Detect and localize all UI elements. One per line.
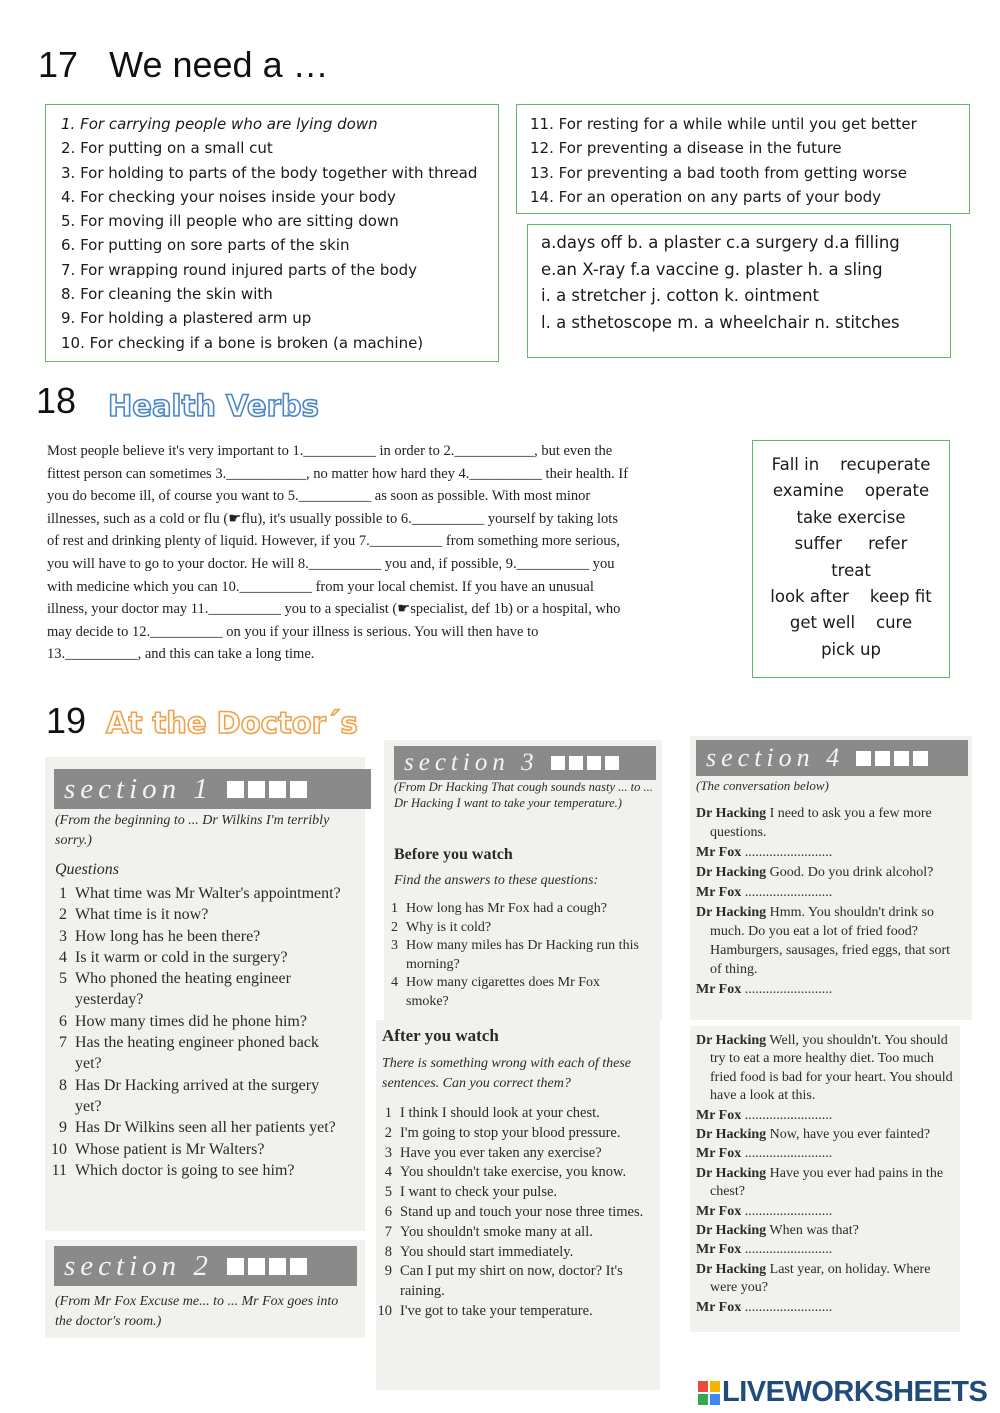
item-number: 8 bbox=[384, 1243, 392, 1260]
dialogue-line bbox=[696, 883, 960, 902]
item-number: 4 bbox=[391, 975, 398, 991]
correction-item bbox=[370, 1144, 654, 1164]
question-item bbox=[45, 1075, 345, 1118]
item-text: Stand up and touch your nose three times. bbox=[400, 1203, 644, 1220]
speaker: Mr Fox bbox=[696, 1242, 742, 1258]
verb-option: look after keep fit bbox=[770, 587, 932, 607]
speaker: Dr Hacking bbox=[696, 806, 767, 821]
section2-label bbox=[54, 1246, 357, 1286]
ex17-item: 3. For holding to parts of the body together with thread bbox=[61, 163, 478, 182]
item-number: 1 bbox=[384, 1105, 392, 1121]
section4-label-text: section 4 bbox=[706, 743, 845, 772]
dialogue-line bbox=[696, 1165, 954, 1202]
section1-note: (From the beginning to ... Dr Wilkins I'm terribly sorry.) bbox=[55, 813, 330, 848]
ex17-right-list bbox=[517, 105, 969, 209]
section4-panel-bottom bbox=[690, 1026, 960, 1332]
paragraph-line: may decide to 12.__________ on you if your illness is serious. You will then have to bbox=[47, 623, 539, 640]
item-text: Can I put my shirt on now, doctor? It's raining. bbox=[400, 1263, 623, 1300]
liveworksheets-logo-icon bbox=[698, 1381, 720, 1405]
dialogue-line bbox=[696, 1222, 954, 1240]
dialogue-text: ......................... bbox=[744, 982, 833, 997]
verb-option: Fall in recuperate bbox=[771, 455, 931, 474]
item-text: Why is it cold? bbox=[406, 919, 492, 935]
item-text: Which doctor is going to see him? bbox=[75, 1161, 295, 1179]
ex17-left-box bbox=[45, 104, 499, 362]
item-text: I want to check your pulse. bbox=[400, 1184, 558, 1201]
item-number: 4 bbox=[59, 948, 67, 966]
ex17-item: 4. For checking your noises inside your body bbox=[61, 187, 396, 206]
dialogue-text: Have you ever had pains in the chest? bbox=[710, 1165, 944, 1200]
dialogue-text: ......................... bbox=[744, 1299, 833, 1315]
dialogue-text: ......................... bbox=[744, 1146, 833, 1162]
ex17-item: 7. For wrapping round injured parts of the body bbox=[61, 260, 417, 279]
item-number: 1 bbox=[59, 885, 67, 902]
correction-item bbox=[370, 1223, 654, 1243]
correction-item bbox=[370, 1243, 654, 1263]
dialogue-text: Now, have you ever fainted? bbox=[769, 1127, 931, 1143]
section4-panel-top bbox=[690, 736, 972, 1020]
liveworksheets-logo-text: LIVEWORKSHEETS bbox=[722, 1376, 988, 1408]
ex17-item: 6. For putting on sore parts of the skin bbox=[61, 236, 350, 255]
speaker: Mr Fox bbox=[696, 845, 742, 860]
section1-panel bbox=[45, 757, 365, 1231]
verb-option: treat bbox=[831, 560, 871, 580]
correction-item bbox=[370, 1104, 654, 1124]
item-number: 4 bbox=[384, 1164, 392, 1181]
correction-item bbox=[370, 1124, 654, 1144]
ex17-title: We need a … bbox=[109, 44, 329, 85]
paragraph-line: fittest person can sometimes 3.___________, no matter how hard they 4.__________ their health. If bbox=[47, 465, 629, 482]
item-number: 1 bbox=[391, 901, 398, 916]
ex17-number: 17 bbox=[38, 44, 79, 85]
dialogue-line bbox=[696, 1107, 954, 1125]
ex19-heading bbox=[46, 700, 86, 742]
section2-note: (From Mr Fox Excuse me... to ... Mr Fox goes into the doctor's room.) bbox=[55, 1294, 339, 1329]
item-text: I'm going to stop your blood pressure. bbox=[400, 1124, 621, 1141]
item-text: How many cigarettes does Mr Fox smoke? bbox=[406, 975, 601, 1009]
item-number: 5 bbox=[59, 970, 67, 988]
question-item bbox=[45, 1117, 345, 1138]
paragraph-line: illness, your doctor may 11.__________ you to a specialist (☛specialist, def 1b) or a hospital, who bbox=[47, 601, 621, 618]
speaker: Dr Hacking bbox=[696, 865, 767, 880]
item-number: 10 bbox=[51, 1140, 67, 1158]
after-watch-instructions: There is something wrong with each of these sentences. Can you correct them? bbox=[382, 1056, 631, 1091]
item-text: You should start immediately. bbox=[400, 1243, 574, 1260]
paragraph-line: you do become ill, of course you want to 5.__________ as soon as possible. With most minor bbox=[47, 488, 591, 505]
word-bank-row: i. a stretcher j. cotton k. ointment bbox=[541, 286, 820, 305]
after-watch-heading: After you watch bbox=[382, 1026, 499, 1045]
ex17-item: 1. For carrying people who are lying down bbox=[61, 115, 378, 133]
question-item bbox=[376, 900, 646, 919]
section1-label-text: section 1 bbox=[64, 772, 213, 805]
item-text: Whose patient is Mr Walters? bbox=[75, 1140, 265, 1158]
dialogue-line bbox=[696, 804, 960, 842]
correction-item bbox=[370, 1183, 654, 1203]
dialogue-text: ......................... bbox=[744, 1242, 833, 1258]
ex17-item: 14. For an operation on any parts of your body bbox=[530, 187, 882, 206]
question-item bbox=[376, 937, 646, 974]
section2-panel bbox=[45, 1240, 365, 1338]
ex17-item: 8. For cleaning the skin with bbox=[61, 285, 273, 304]
item-text: How long has he been there? bbox=[75, 927, 261, 945]
ex17-item: 2. For putting on a small cut bbox=[61, 139, 273, 158]
section4-dialogue-b bbox=[696, 1032, 954, 1318]
item-number: 9 bbox=[59, 1119, 67, 1137]
ex17-item: 13. For preventing a bad tooth from getting worse bbox=[530, 163, 908, 182]
section3-label bbox=[394, 746, 656, 780]
item-number: 10 bbox=[377, 1302, 392, 1319]
item-number: 7 bbox=[59, 1034, 67, 1052]
dialogue-line bbox=[696, 1203, 954, 1221]
paragraph-line: Most people believe it's very important to 1.__________ in order to 2.___________, but even the bbox=[47, 443, 613, 459]
section1-questions-heading: Questions bbox=[55, 861, 119, 878]
item-text: You shouldn't smoke many at all. bbox=[400, 1223, 593, 1240]
speaker: Mr Fox bbox=[696, 1107, 742, 1123]
question-item bbox=[45, 1032, 345, 1075]
dialogue-text: ......................... bbox=[744, 1107, 833, 1123]
ex17-item: 12. For preventing a disease in the future bbox=[530, 139, 842, 158]
paragraph-line: illnesses, such as a cold or flu (☛flu), it's usually possible to 6.__________ yourself by taking lots bbox=[47, 510, 618, 527]
liveworksheets-logo bbox=[698, 1376, 987, 1409]
ex18-number: 18 bbox=[36, 380, 77, 421]
question-item bbox=[45, 926, 345, 947]
question-item bbox=[45, 968, 345, 1011]
paragraph-line: with medicine which you can 10.__________ from your local chemist. If you have an unusual bbox=[47, 578, 594, 595]
verb-option: examine operate bbox=[772, 481, 930, 501]
speaker: Dr Hacking bbox=[696, 905, 767, 920]
item-number: 2 bbox=[59, 906, 67, 924]
section3-panel-bottom bbox=[376, 1020, 660, 1390]
dialogue-line bbox=[696, 903, 960, 979]
section3-note: (From Dr Hacking That cough sounds nasty ... to ... Dr Hacking I want to take your temperature.) bbox=[394, 780, 653, 810]
ex19-title bbox=[102, 700, 372, 744]
ex18-heading bbox=[36, 380, 76, 422]
ex17-item: 9. For holding a plastered arm up bbox=[61, 309, 312, 328]
dialogue-line bbox=[696, 1126, 954, 1144]
dialogue-line bbox=[696, 1299, 954, 1317]
dialogue-text: Hmm. You shouldn't drink so much. Do you eat a lot of fried food? Hamburgers, sausages, fried eggs, that sort of thing. bbox=[710, 905, 951, 977]
dialogue-text: When was that? bbox=[769, 1223, 859, 1239]
speaker: Dr Hacking bbox=[696, 1223, 767, 1239]
correction-item bbox=[370, 1203, 654, 1223]
verb-option: get well cure bbox=[789, 613, 913, 633]
item-text: Has Dr Hacking arrived at the surgery yet? bbox=[75, 1076, 320, 1115]
before-watch-heading: Before you watch bbox=[394, 846, 513, 863]
dialogue-line bbox=[696, 1261, 954, 1298]
paragraph-line: 13.__________, and this can take a long time. bbox=[47, 646, 315, 663]
question-item bbox=[45, 1011, 345, 1032]
ex18-title bbox=[104, 384, 344, 428]
speaker: Dr Hacking bbox=[696, 1165, 767, 1181]
speaker: Mr Fox bbox=[696, 885, 742, 900]
paragraph-line: of rest and drinking plenty of liquid. However, if you 7.__________ from something more serious, bbox=[47, 533, 620, 550]
verb-option: take exercise bbox=[796, 507, 906, 527]
before-watch-questions bbox=[376, 900, 646, 1012]
question-item bbox=[376, 974, 646, 1011]
dialogue-text: ......................... bbox=[744, 1203, 833, 1219]
question-item bbox=[45, 883, 345, 904]
dialogue-line bbox=[696, 980, 960, 999]
item-text: Has Dr Wilkins seen all her patients yet? bbox=[75, 1119, 336, 1137]
item-number: 7 bbox=[384, 1223, 392, 1240]
dialogue-text: I need to ask you a few more questions. bbox=[710, 806, 932, 840]
word-bank-row: a.days off b. a plaster c.a surgery d.a filling bbox=[541, 233, 900, 252]
item-number: 5 bbox=[384, 1184, 392, 1201]
item-number: 3 bbox=[391, 938, 398, 954]
speaker: Mr Fox bbox=[696, 982, 742, 997]
item-number: 2 bbox=[391, 919, 398, 935]
question-item bbox=[45, 1139, 345, 1160]
item-number: 3 bbox=[59, 927, 67, 945]
before-watch-instructions: Find the answers to these questions: bbox=[394, 873, 599, 888]
item-text: I've got to take your temperature. bbox=[400, 1302, 593, 1319]
section4-dialogue-a bbox=[696, 804, 960, 1000]
question-item bbox=[45, 1160, 345, 1181]
dialogue-text: ......................... bbox=[744, 885, 833, 900]
ex17-item: 10. For checking if a bone is broken (a machine) bbox=[61, 333, 424, 352]
item-number: 8 bbox=[59, 1076, 67, 1094]
question-item bbox=[45, 904, 345, 925]
ex17-right-box bbox=[516, 104, 970, 214]
item-text: You shouldn't take exercise, you know. bbox=[400, 1164, 627, 1181]
verbs-list bbox=[753, 441, 949, 663]
item-text: I think I should look at your chest. bbox=[400, 1105, 600, 1121]
dialogue-line bbox=[696, 863, 960, 882]
section4-label bbox=[696, 740, 968, 776]
correction-item bbox=[370, 1163, 654, 1183]
ex18-title-text: Health Verbs bbox=[108, 389, 319, 423]
item-number: 11 bbox=[51, 1161, 67, 1179]
ex17-left-list bbox=[46, 105, 498, 355]
ex17-item: 5. For moving ill people who are sitting down bbox=[61, 212, 399, 231]
section1-questions bbox=[45, 883, 345, 1181]
dialogue-line bbox=[696, 1145, 954, 1163]
speaker: Dr Hacking bbox=[696, 1261, 767, 1277]
ex17-heading bbox=[38, 44, 329, 86]
item-text: How long has Mr Fox had a cough? bbox=[406, 901, 608, 916]
after-watch-items bbox=[370, 1104, 654, 1322]
word-bank bbox=[528, 225, 950, 336]
section2-label-text: section 2 bbox=[64, 1249, 213, 1282]
speaker: Dr Hacking bbox=[696, 1127, 767, 1143]
dialogue-text: Good. Do you drink alcohol? bbox=[769, 865, 934, 880]
item-number: 3 bbox=[384, 1144, 392, 1161]
ex19-title-text: At the Doctor´s bbox=[106, 706, 358, 740]
word-bank-row: e.an X-ray f.a vaccine g. plaster h. a sling bbox=[541, 259, 883, 279]
item-text: What time is it now? bbox=[75, 906, 209, 924]
paragraph-line: you will have to go to your doctor. He will 8.__________ you and, if possible, 9.__________ you bbox=[47, 555, 615, 572]
section3-label-text: section 3 bbox=[404, 749, 539, 776]
ex17-item: 11. For resting for a while while until you get better bbox=[530, 115, 917, 133]
item-text: Has the heating engineer phoned back yet? bbox=[75, 1034, 319, 1073]
ex18-paragraph bbox=[47, 440, 722, 666]
item-number: 9 bbox=[384, 1263, 392, 1280]
dialogue-text: ......................... bbox=[744, 845, 833, 860]
word-bank-box bbox=[527, 224, 951, 358]
dialogue-line bbox=[696, 1032, 954, 1106]
section1-label bbox=[54, 769, 371, 809]
section4-note: (The conversation below) bbox=[696, 778, 829, 793]
item-text: How many miles has Dr Hacking run this morning? bbox=[406, 938, 639, 972]
question-item bbox=[45, 947, 345, 968]
item-text: Is it warm or cold in the surgery? bbox=[75, 948, 288, 966]
speaker: Mr Fox bbox=[696, 1299, 742, 1315]
correction-item bbox=[370, 1262, 654, 1302]
verb-option: pick up bbox=[821, 639, 881, 659]
section3-panel-top bbox=[384, 740, 662, 1020]
item-text: Who phoned the heating engineer yesterday? bbox=[75, 970, 291, 1009]
question-item bbox=[376, 919, 646, 938]
item-number: 6 bbox=[59, 1012, 67, 1030]
speaker: Dr Hacking bbox=[696, 1033, 767, 1048]
item-text: How many times did he phone him? bbox=[75, 1012, 307, 1030]
verbs-box bbox=[752, 440, 950, 678]
speaker: Mr Fox bbox=[696, 1146, 742, 1162]
dialogue-line bbox=[696, 1241, 954, 1259]
speaker: Mr Fox bbox=[696, 1203, 742, 1219]
ex19-number: 19 bbox=[46, 700, 87, 741]
word-bank-row: l. a sthetoscope m. a wheelchair n. stitches bbox=[541, 312, 900, 332]
item-text: What time was Mr Walter's appointment? bbox=[75, 885, 341, 902]
verb-option: suffer refer bbox=[794, 534, 908, 554]
dialogue-text: Last year, on holiday. Where were you? bbox=[710, 1261, 931, 1296]
correction-item bbox=[370, 1302, 654, 1322]
dialogue-text: Well, you shouldn't. You should try to eat a more healthy diet. Too much fried food is bad for your heart. You should have a look at this. bbox=[710, 1033, 953, 1104]
item-number: 6 bbox=[384, 1203, 392, 1220]
item-number: 2 bbox=[384, 1124, 392, 1141]
item-text: Have you ever taken any exercise? bbox=[400, 1144, 602, 1161]
dialogue-line bbox=[696, 843, 960, 862]
